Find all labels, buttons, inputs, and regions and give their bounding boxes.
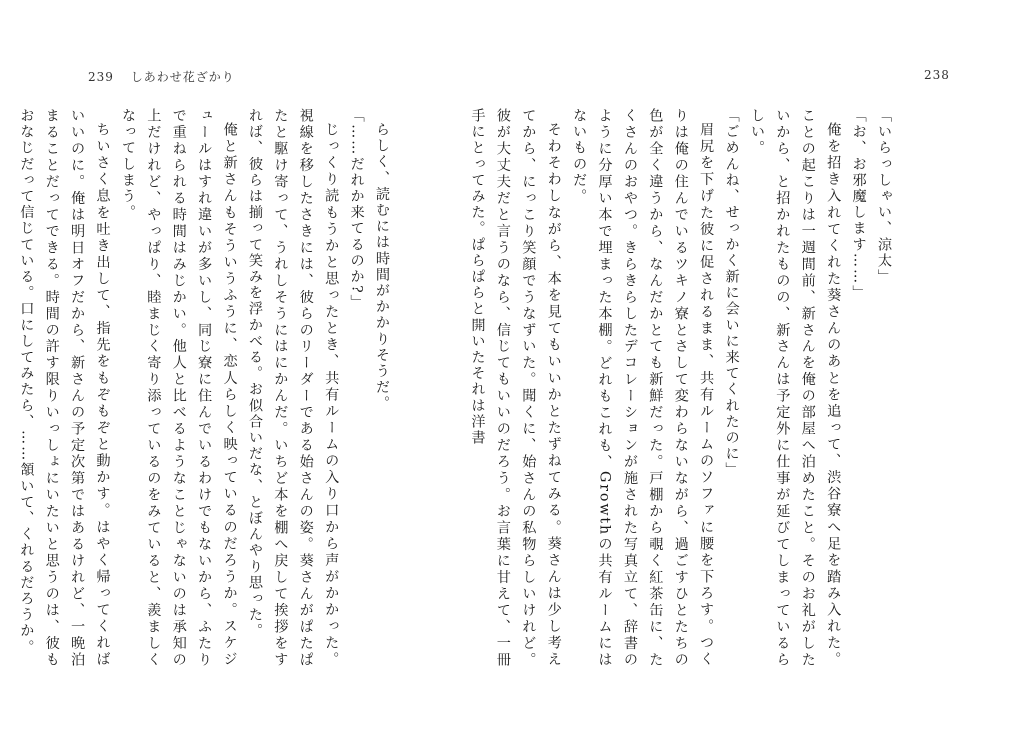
- right-page-header: [924, 68, 950, 82]
- paragraph: 「お、お邪魔します……」: [850, 108, 867, 302]
- page-number-238: 238: [924, 68, 950, 82]
- paragraph: 「いらっしゃい、涼太」: [876, 108, 892, 286]
- running-title: しあわせ花ざかり: [130, 70, 235, 84]
- paragraph: 「ごめんね、せっかく新に会いに来てくれたのに」: [723, 108, 740, 479]
- page-239-body: [18, 108, 394, 668]
- paragraph: 俺を招き入れてくれた葵さんのあとを追って、渋谷寮へ足を踏み入れた。ことの起こりは一週間前、新さんを俺の部屋へ泊めたこと。そのお礼がしたいから、と招かれたものの、新さんは予定外に仕事が延びてしまっているらしい。: [748, 108, 842, 668]
- paragraph: ちいさく息を吐き出して、指先をもぞもぞと動かす。はやく帰ってくればいいのに。俺は明日オフだから、新さんの予定次第ではあるけれど、一晩泊まることだってできる。時間の許す限りいっしょにいたいと思うのは、彼もおなじだって信じている。口にしてみたら、……頷いて、くれるだろうか。: [18, 108, 111, 668]
- paragraph: 眉尻を下げた彼に促されるまま、共有ルームのソファに腰を下ろす。つくりは俺の住んでいるツキノ寮とさして変わらないながら、過ごすひとたちの色が全く違うから、なんだかとても新鮮だった。戸棚から覗く紅茶缶に、たくさんのおやつ。きらきらしたデコレーションが施された写真立て、辞書のように分厚い本で埋まった本棚。どれもこれも、Growthの共有ルームにはないものだ。: [571, 108, 715, 668]
- paragraph: じっくり読もうかと思ったとき、共有ルームの入り口から声がかかった。視線を移したさきには、彼らのリーダーである始さんの姿。葵さんがぱたぱたと駆け寄って、うれしそうにはにかんだ。いちど本を棚へ戻して挨拶をすれば、彼らは揃って笑みを浮かべる。お似合いだな、とぼんやり思った。: [246, 108, 340, 668]
- paragraph: 俺と新さんもそういうふうに、恋人らしく映っているのだろうか。スケジュールはすれ違いが多いし、同じ寮に住んでいるわけでもないから、ふたりで重ねられる時間はみじかい。他人と比べるようなことじゃないのは承知の上だけれど、やっぱり、睦まじく寄り添っているのをみていると、羨ましくなってしまう。: [119, 108, 238, 668]
- left-page-header: [88, 68, 235, 85]
- paragraph: 「……だれか来てるのか?」: [348, 108, 365, 311]
- page-number-239: 239: [88, 70, 114, 84]
- paragraph: らしく、読むには時間がかかりそうだ。: [374, 122, 390, 412]
- page-238-body: [469, 108, 896, 668]
- paragraph: そわそわしながら、本を見てもいいかとたずねてみる。葵さんは少し考えてから、にっこり笑顔でうなずいた。聞くに、始さんの私物らしいけれど。彼が大丈夫だと言うのなら、信じてもいいのだろう。お言葉に甘えて、一冊手にとってみた。ぱらぱらと開いたそれは洋書: [469, 108, 562, 668]
